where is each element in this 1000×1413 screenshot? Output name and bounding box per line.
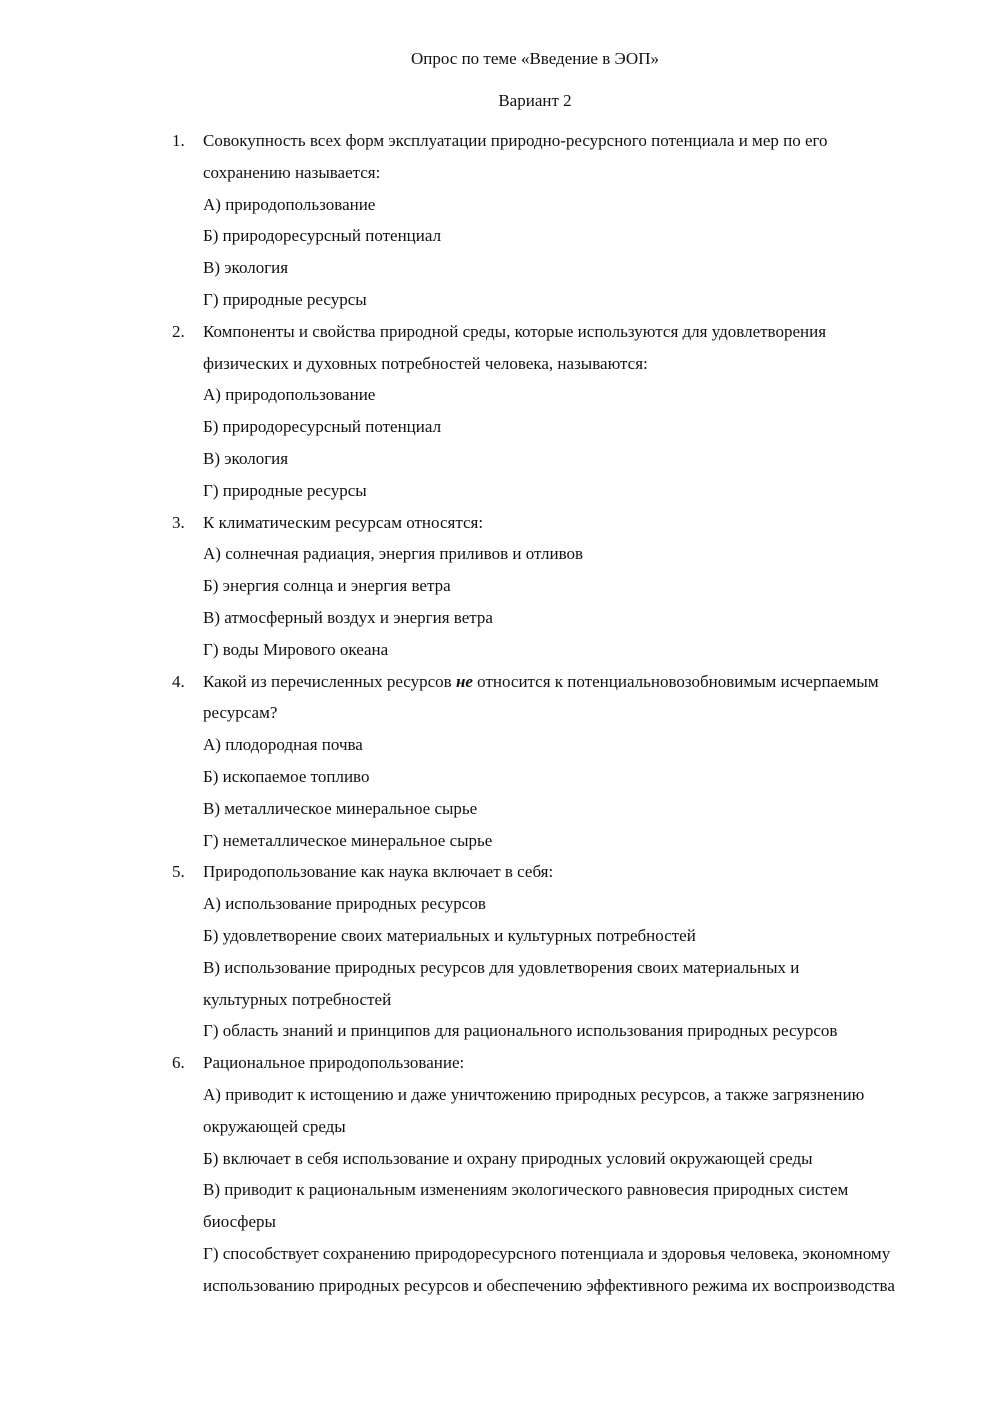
- answer-options: [0, 538, 1000, 665]
- question-text: [203, 666, 903, 730]
- answer-option-a: А) солнечная радиация, энергия приливов и отливов: [203, 544, 584, 564]
- answer-option-a: А) плодородная почва: [203, 735, 363, 755]
- question-text: Рациональное природопользование:: [203, 1053, 465, 1073]
- answer-option-a: А) использование природных ресурсов: [203, 894, 486, 914]
- answer-option-v: В) использование природных ресурсов для удовлетворения своих материальных и культурных потребностей: [203, 957, 800, 1009]
- variant-label: Вариант 2: [498, 91, 572, 110]
- answer-options: [0, 1079, 1000, 1302]
- question-number: 6.: [172, 1053, 185, 1073]
- question-6: [0, 1047, 1000, 1301]
- question-text: Совокупность всех форм эксплуатации природно-ресурсного потенциала и мер по его сохранению называется:: [203, 131, 828, 182]
- answer-option-g: Г) способствует сохранению природоресурсного потенциала и здоровья человека, экономному использованию природных ресурсов и обеспечению эффективного режима их воспроизводства: [203, 1243, 895, 1295]
- question-text: Природопользование как наука включает в себя:: [203, 862, 554, 882]
- question-number: 5.: [172, 862, 185, 882]
- answer-option-g: Г) природные ресурсы: [203, 480, 367, 500]
- answer-option-b: Б) ископаемое топливо: [203, 766, 370, 786]
- question-text-before: Какой из перечисленных ресурсов: [203, 671, 456, 691]
- question-text-emphasis: не: [455, 671, 473, 691]
- question-4: [0, 666, 1000, 857]
- answer-option-a: А) приводит к истощению и даже уничтожению природных ресурсов, а также загрязнению окружающей среды: [203, 1084, 865, 1136]
- answer-option-v: В) экология: [203, 448, 289, 468]
- question-text-after: относится к потенциальновозобновимым исчерпаемым ресурсам?: [203, 671, 879, 723]
- answer-option-v: В) атмосферный воздух и энергия ветра: [203, 607, 493, 627]
- question-1: [0, 125, 1000, 316]
- question-text: К климатическим ресурсам относятся:: [203, 512, 484, 532]
- answer-option-b: Б) удовлетворение своих материальных и культурных потребностей: [203, 925, 696, 945]
- document-title: Опрос по теме «Введение в ЭОП»: [410, 49, 659, 68]
- answer-option-g: Г) область знаний и принципов для рационального использования природных ресурсов: [203, 1021, 838, 1041]
- question-number: 4.: [172, 671, 185, 691]
- question-list: [0, 125, 1000, 1301]
- question-text: Компоненты и свойства природной среды, которые используются для удовлетворения физических и духовных потребностей человека, называются:: [203, 321, 827, 373]
- question-number: 1.: [172, 131, 185, 150]
- question-2: [0, 316, 1000, 507]
- answer-option-v: В) приводит к рациональным изменениям экологического равновесия природных систем биосферы: [203, 1180, 849, 1232]
- answer-option-a: А) природопользование: [203, 385, 376, 405]
- answer-options: [0, 888, 1000, 1047]
- answer-option-g: Г) воды Мирового океана: [203, 639, 389, 659]
- answer-option-b: Б) природоресурсный потенциал: [203, 417, 442, 437]
- answer-option-g: Г) природные ресурсы: [203, 289, 367, 309]
- answer-option-b: Б) энергия солнца и энергия ветра: [203, 576, 451, 596]
- answer-option-v: В) металлическое минеральное сырье: [203, 798, 478, 818]
- answer-option-a: А) природопользование: [203, 194, 376, 214]
- answer-options: [0, 189, 1000, 316]
- question-number: 2.: [172, 321, 185, 341]
- answer-option-b: Б) природоресурсный потенциал: [203, 226, 442, 246]
- answer-option-g: Г) неметаллическое минеральное сырье: [203, 830, 493, 850]
- answer-options: [0, 379, 1000, 506]
- question-5: [0, 856, 1000, 1047]
- answer-options: [0, 729, 1000, 856]
- answer-option-b: Б) включает в себя использование и охрану природных условий окружающей среды: [203, 1148, 813, 1168]
- answer-option-v: В) экология: [203, 258, 289, 278]
- question-3: [0, 507, 1000, 666]
- question-number: 3.: [172, 512, 185, 532]
